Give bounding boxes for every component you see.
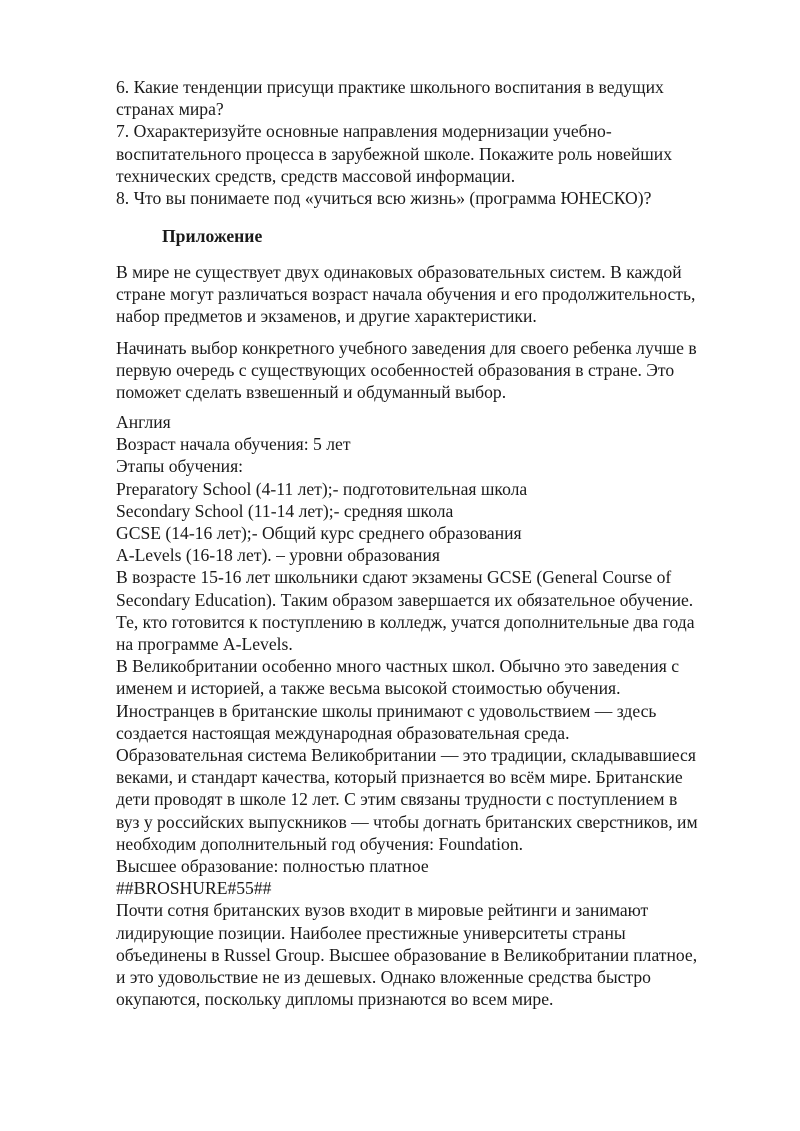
review-questions [116,76,756,209]
exam-text-line: на программе A-Levels. [116,634,293,655]
paragraph-line: В мире не существует двух одинаковых образовательных систем. В каждой [116,262,682,282]
question-6-line-2: странах мира? [116,99,224,120]
private-schools-line: В Великобритании особенно много частных школ. Обычно это заведения с [116,656,680,677]
exam-text-line: Те, кто готовится к поступлению в колледж, учатся дополнительные два года [116,611,695,632]
traditions-line: необходим дополнительный год обучения: Foundation. [116,833,524,854]
question-7-line-2: воспитательного процесса в зарубежной школе. Покажите роль новейших [116,143,672,164]
traditions-line: дети проводят в школе 12 лет. С этим связаны трудности с поступлением в [116,789,678,810]
intro-paragraph-2 [116,337,756,404]
paragraph-line: первую очередь с существующих особенностей образования в стране. Это [116,360,675,381]
question-7-line-1: 7. Охарактеризуйте основные направления модернизации учебно- [116,121,612,142]
stage-item: GCSE (14-16 лет);- Общий курс среднего образования [116,523,522,544]
appendix-heading: Приложение [162,226,263,246]
private-schools-line: Иностранцев в британские школы принимают с удовольствием — здесь [116,700,657,721]
stages-title: Этапы обучения: [116,456,244,477]
stage-item: A-Levels (16-18 лет). – уровни образования [116,545,441,566]
england-section [116,411,756,1010]
start-age: Возраст начала обучения: 5 лет [116,434,351,455]
stage-item: Secondary School (11-14 лет);- средняя школа [116,500,454,521]
universities-line: лидирующие позиции. Наиболее престижные университеты страны [116,922,626,943]
universities-line: окупаются, поскольку дипломы признаются во всем мире. [116,989,554,1010]
private-schools-line: именем и историей, а также весьма высокой стоимостью обучения. [116,678,621,699]
traditions-line: Образовательная система Великобритании — это традиции, складывавшиеся [116,745,696,766]
paragraph-line: Начинать выбор конкретного учебного заведения для своего ребенка лучше в [116,338,697,358]
question-8-line-1: 8. Что вы понимаете под «учиться всю жизнь» (программа ЮНЕСКО)? [116,188,652,209]
intro-paragraph-1 [116,261,756,328]
country-name: Англия [116,412,171,432]
paragraph-line: набор предметов и экзаменов, и другие характеристики. [116,306,537,327]
private-schools-line: создается настоящая международная образовательная среда. [116,722,570,743]
question-6-line-1: 6. Какие тенденции присущи практике школьного воспитания в ведущих [116,77,664,97]
traditions-line: вуз у российских выпускников — чтобы догнать британских сверстников, им [116,811,698,832]
exam-text-line: Secondary Education). Таким образом завершается их обязательное обучение. [116,589,694,610]
exam-text-line: В возрасте 15-16 лет школьники сдают экзамены GCSE (General Course of [116,567,672,588]
broshure-marker: ##BROSHURE#55## [116,878,272,899]
question-7-line-3: технических средств, средств массовой информации. [116,165,516,186]
traditions-line: веками, и стандарт качества, который признается во всём мире. Британские [116,767,683,788]
higher-education-line: Высшее образование: полностью платное [116,856,429,877]
paragraph-line: стране могут различаться возраст начала обучения и его продолжительность, [116,284,696,305]
universities-line: Почти сотня британских вузов входит в мировые рейтинги и занимают [116,900,649,921]
stage-item: Preparatory School (4-11 лет);- подготовительная школа [116,478,528,499]
paragraph-line: поможет сделать взвешенный и обдуманный выбор. [116,382,507,403]
universities-line: и это удовольствие не из дешевых. Однако вложенные средства быстро [116,967,651,988]
universities-line: объединены в Russel Group. Высшее образование в Великобритании платное, [116,944,698,965]
